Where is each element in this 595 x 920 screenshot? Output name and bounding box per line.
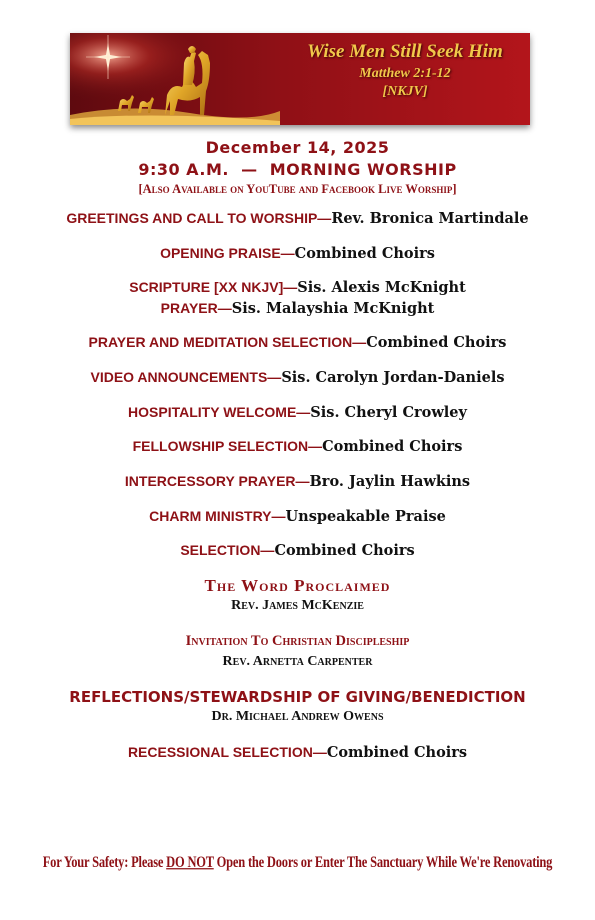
program-item-opening-praise: OPENING PRAISE—Combined Choirs	[160, 245, 435, 262]
word-proclaimed-heading: The Word Proclaimed	[204, 576, 391, 595]
safety-notice-emphasis: DO NOT	[166, 853, 214, 871]
preacher-name: Rev. James McKenzie	[231, 598, 364, 613]
program-item-charm-ministry: CHARM MINISTRY—Unspeakable Praise	[149, 508, 446, 525]
safety-notice: For Your Safety: Please DO NOT Open the Doors or Enter The Sanctuary While We're Renovating	[42, 853, 553, 871]
program-item-announcements: VIDEO ANNOUNCEMENTS—Sis. Carolyn Jordan-Daniels	[90, 369, 505, 386]
invitation-heading: Invitation To Christian Discipleship	[185, 633, 410, 649]
program-item-greetings: GREETINGS AND CALL TO WORSHIP—Rev. Bronica Martindale	[66, 210, 529, 227]
program-item-selection: SELECTION—Combined Choirs	[180, 542, 415, 559]
header-banner	[70, 33, 530, 125]
program-item-recessional: RECESSIONAL SELECTION—Combined Choirs	[127, 744, 468, 761]
program-item-prayer: PRAYER—Sis. Malayshia McKnight	[160, 300, 435, 317]
bible-version: [NKJV]	[382, 84, 428, 99]
reflections-speaker: Dr. Michael Andrew Owens	[211, 709, 384, 724]
program-item-scripture: SCRIPTURE [XX NKJV]—Sis. Alexis McKnight	[129, 279, 466, 296]
program-item-fellowship: FELLOWSHIP SELECTION—Combined Choirs	[132, 438, 463, 455]
program-item-meditation: PRAYER AND MEDITATION SELECTION—Combined Choirs	[88, 334, 507, 351]
reflections-heading: REFLECTIONS/STEWARDSHIP OF GIVING/BENEDICTION	[69, 688, 526, 706]
wise-men-camels-illustration	[70, 33, 280, 125]
livestream-note: [Also Available on YouTube and Facebook Live Worship]	[138, 182, 457, 196]
banner-titles	[280, 41, 530, 101]
invitation-speaker: Rev. Arnetta Carpenter	[222, 654, 373, 669]
sermon-series-title: Wise Men Still Seek Him	[307, 41, 503, 62]
program-item-intercessory: INTERCESSORY PRAYER—Bro. Jaylin Hawkins	[124, 473, 471, 490]
program-item-hospitality: HOSPITALITY WELCOME—Sis. Cheryl Crowley	[128, 404, 467, 421]
scripture-reference: Matthew 2:1-12	[359, 66, 451, 81]
service-time: 9:30 A.M. — MORNING WORSHIP	[138, 160, 457, 179]
service-date: December 14, 2025	[205, 138, 390, 157]
